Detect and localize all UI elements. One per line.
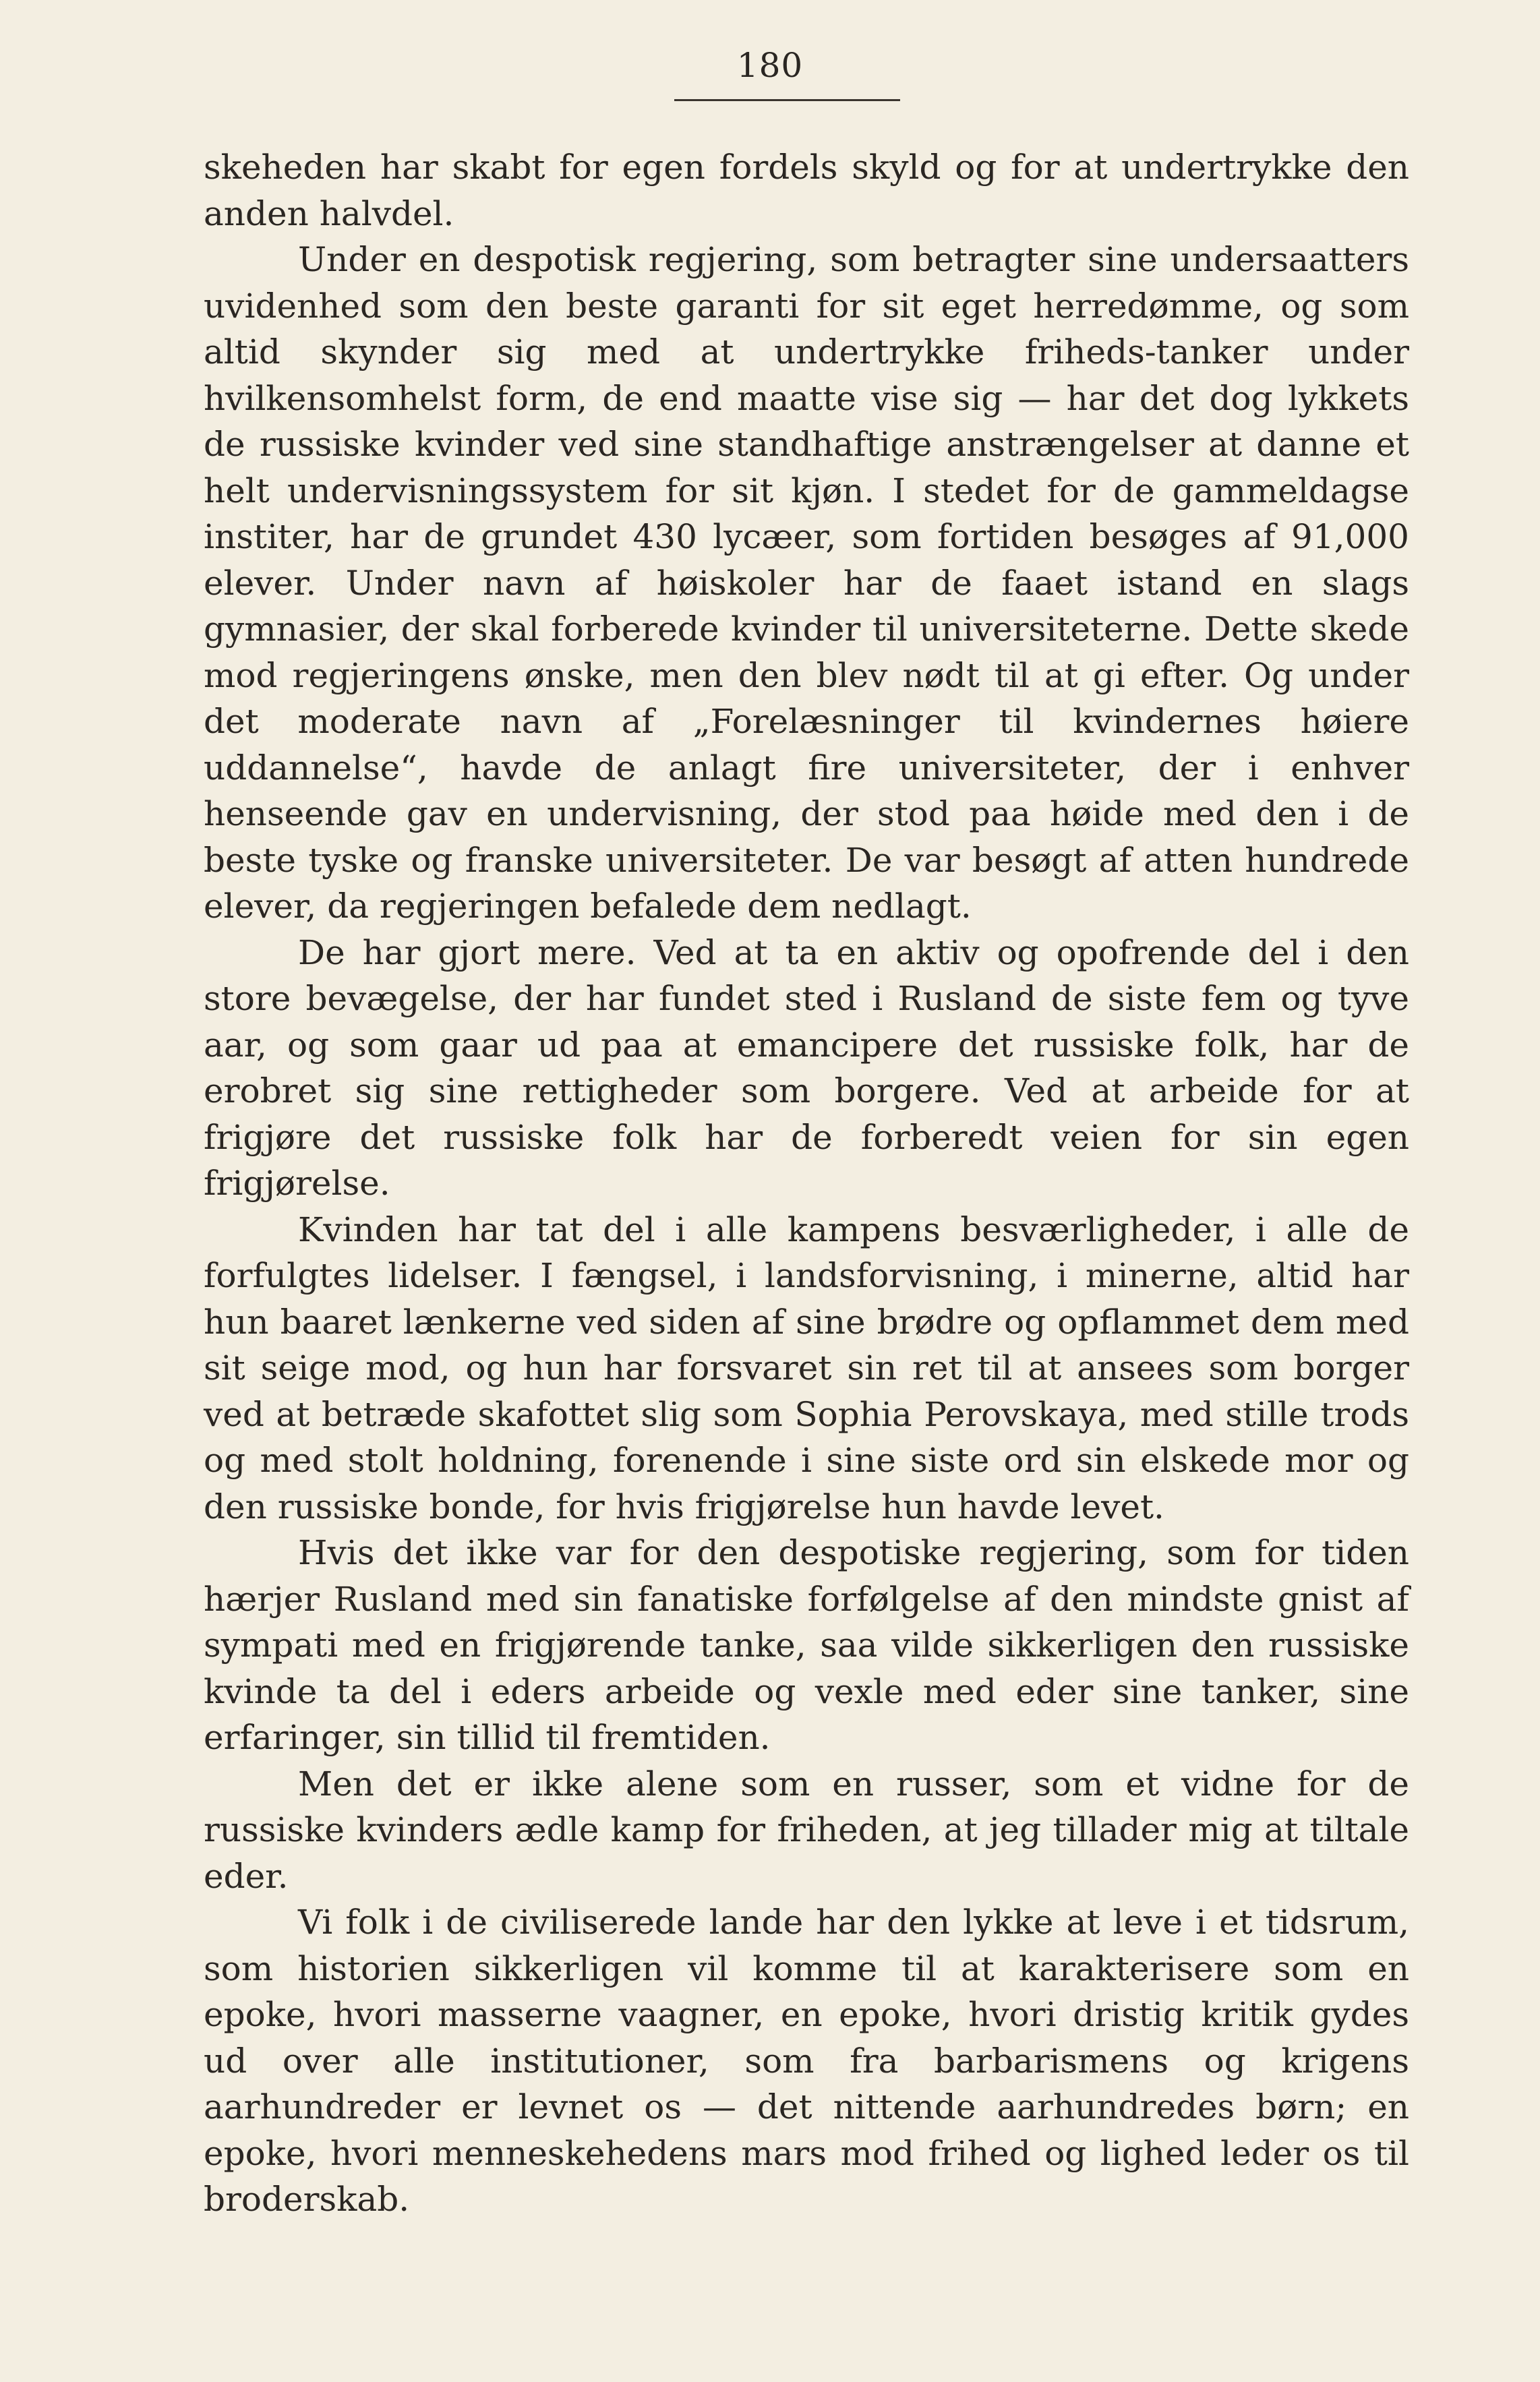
paragraph-despotic-regime: Under en despotisk regjering, som betragter sine undersaatters uvidenhed som den beste garanti for sit eget herredømme, og som altid skynder sig med at undertrykke friheds-tanker under hvilkensomhelst form, de end maatte vise sig — har det dog lykkets de russiske kvinder ved sine standhaftige anstrængelser at danne et helt undervisningssystem for sit kjøn. I stedet for de gammeldagse institer, har de grundet 430 lycæer, som fortiden besøges af 91,000 elever. Under navn af høiskoler har de faaet istand en slags gymnasier, der skal forberede kvinder til universiteterne. Dette skede mod regjeringens ønske, men den blev nødt til at gi efter. Og under det moderate navn af „Forelæsninger til kvindernes høiere uddannelse“, havde de anlagt fire universiteter, der i enhver henseende gav en undervisning, der stod paa høide med den i de beste tyske og franske universiteter. De var besøgt af atten hundrede elever, da regjeringen befalede dem nedlagt. [204, 240, 1409, 926]
page-number: 180 [736, 46, 804, 85]
paragraph-continuation: skeheden har skabt for egen fordels skyld og for at undertrykke den anden halvdel. [204, 148, 1409, 233]
paragraph-if-not-for-regime: Hvis det ikke var for den despotiske regjering, som for tiden hærjer Rusland med sin fanatiske forfølgelse af den mindste gnist af sympati med en frigjørende tanke, saa vilde sikkerligen den russiske kvinde ta del i eders arbeide og vexle med eder sine tanker, sine erfaringer, sin tillid til fremtiden. [204, 1533, 1409, 1757]
paragraph-not-only-as-russian: Men det er ikke alene som en russer, som et vidne for de russiske kvinders ædle kamp for friheden, at jeg tillader mig at tiltale eder. [204, 1764, 1409, 1896]
paragraph-civilized-lands: Vi folk i de civiliserede lande har den lykke at leve i et tidsrum, som historien sikkerligen vil komme til at karakterisere som en epoke, hvori masserne vaagner, en epoke, hvori dristig kritik gydes ud over alle institutioner, som fra barbarismens og krigens aarhundreder er levnet os — det nittende aarhundredes børn; en epoke, hvori menneskehedens mars mod frihed og lighed leder os til broderskab. [204, 1903, 1409, 2219]
paragraph-woman-in-struggle: Kvinden har tat del i alle kampens besværligheder, i alle de forfulgtes lidelser. I fængsel, i landsforvisning, i minerne, altid har hun baaret lænkerne ved siden af sine brødre og opflammet dem med sit seige mod, og hun har forsvaret sin ret til at ansees som borger ved at betræde skafottet slig som Sophia Perovskaya, med stille trods og med stolt holdning, forenende i sine siste ord sin elskede mor og den russiske bonde, for hvis frigjørelse hun havde levet. [204, 1210, 1409, 1526]
body-text [204, 144, 1409, 2223]
paragraph-done-more: De har gjort mere. Ved at ta en aktiv og opofrende del i den store bevægelse, der har fundet sted i Rusland de siste fem og tyve aar, og som gaar ud paa at emancipere det russiske folk, har de erobret sig sine rettigheder som borgere. Ved at arbeide for at frigjøre det russiske folk har de forberedt veien for sin egen frigjørelse. [204, 932, 1409, 1203]
header-rule [674, 99, 900, 101]
